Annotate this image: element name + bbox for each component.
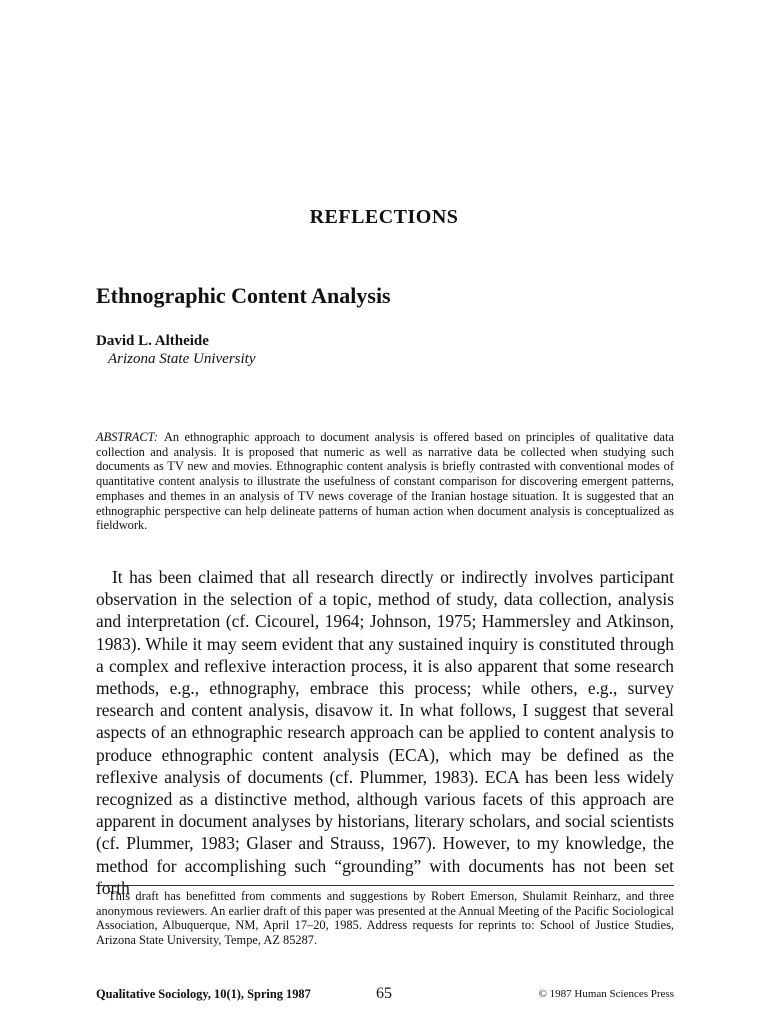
abstract-label: ABSTRACT: [96,430,158,444]
body-text [96,566,674,899]
footnote-text: This draft has benefitted from comments and suggestions by Robert Emerson, Shulamit Reinharz, and three anonymous reviewers. An earlier draft of this paper was presented at the Annual Meeting of the Pacific Sociological Association, Albuquerque, NM, April 17–20, 1985. Address requests for reprints to: School of Justice Studies, Arizona State University, Tempe, AZ 85287. [96,889,674,947]
author-affiliation: Arizona State University [108,351,256,367]
footnote [96,889,674,947]
article-title: Ethnographic Content Analysis [96,283,391,308]
footnote-divider [96,885,674,886]
journal-citation: Qualitative Sociology, 10(1), Spring 1987 [96,987,311,1001]
body-paragraph: It has been claimed that all research directly or indirectly involves participant observation in the selection of a topic, method of study, data collection, analysis and interpretation (cf. Cicourel, 1964; Johnson, 1975; Hammersley and Atkinson, 1983). While it may seem evident that any sustained inquiry is constituted through a complex and reflexive interaction process, it is also apparent that some research methods, e.g., ethnography, embrace this process; while others, e.g., survey research and content analysis, disavow it. In what follows, I suggest that several aspects of an ethnographic research approach can be applied to content analysis to produce ethnographic content analysis (ECA), which may be defined as the reflexive analysis of documents (cf. Plummer, 1983). ECA has been less widely recognized as a distinctive method, although various facets of this approach are apparent in document analyses by historians, literary scholars, and social scientists (cf. Plummer, 1983; Glaser and Strauss, 1967). However, to my knowledge, the method for accomplishing such “grounding” with documents has not been set forth [96,567,674,898]
author-name: David L. Altheide [96,333,209,349]
section-heading: REFLECTIONS [309,206,459,228]
abstract [96,430,674,533]
page-footer [96,985,674,1003]
copyright-notice: © 1987 Human Sciences Press [538,988,674,1000]
abstract-text: An ethnographic approach to document analysis is offered based on principles of qualitative data collection and analysis. It is proposed that numeric as well as narrative data be collected when studying such documents as TV new and movies. Ethnographic content analysis is briefly contrasted with conventional modes of quantitative content analysis to illustrate the usefulness of constant comparison for discovering emergent patterns, emphases and themes in an analysis of TV news coverage of the Iranian hostage situation. It is suggested that an ethnographic perspective can help delineate patterns of human action when document analysis is conceptualized as fieldwork. [96,430,674,533]
page-number: 65 [376,985,392,1002]
